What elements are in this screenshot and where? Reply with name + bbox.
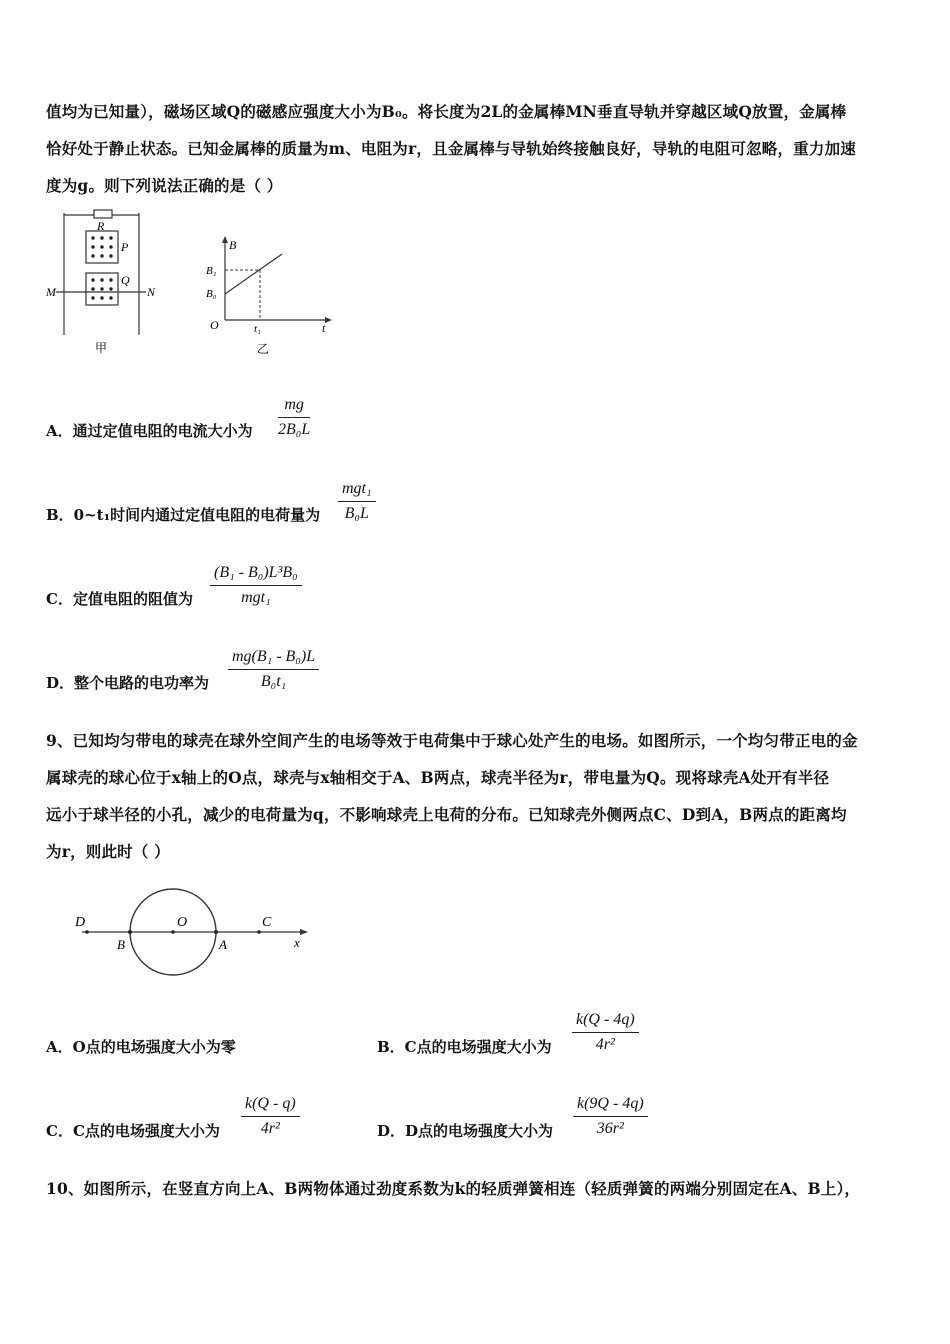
q10-stem-line1: 10、如图所示，在竖直方向上A、B两物体通过劲度系数为k的轻质弹簧相连（轻质弹簧的两端分别固定在A、B上）， — [46, 1179, 861, 1198]
label-x: x — [294, 935, 300, 950]
q9-stem-line1: 9、已知均匀带电的球壳在球外空间产生的电场等效于电荷集中于球心处产生的电场。如图所示，一个均匀带正电的金 — [46, 731, 858, 750]
q9-option-c-formula: $\frac{k(Q - q)}{\text{4r²}}$ — [241, 1095, 300, 1138]
field-p-dots — [91, 236, 112, 257]
label-b: B — [229, 238, 237, 252]
label-d: D — [75, 915, 86, 930]
q9-option-c[interactable]: C．C点的电场强度大小为 — [46, 1122, 220, 1140]
label-b: B — [117, 937, 125, 952]
q8-option-b[interactable]: B．0~t₁时间内通过定值电阻的电荷量为 — [46, 506, 321, 524]
q8-stem-line2: 恰好处于静止状态。已知金属棒的质量为m、电阻为r，且金属棒与导轨始终接触良好，导轨的电阻可忽略，重力加速 — [46, 139, 856, 158]
figure-sphere-axis — [70, 880, 320, 980]
q8-option-a[interactable]: A．通过定值电阻的电流大小为 — [46, 422, 253, 440]
q9-stem-line2: 属球壳的球心位于x轴上的O点，球壳与x轴相交于A、B两点，球壳半径为r，带电量为Q。现将球壳A处开有半径 — [46, 768, 830, 787]
figure-jia — [44, 205, 174, 360]
field-q-dots — [91, 278, 112, 299]
q8-option-d[interactable]: D．整个电路的电功率为 — [46, 674, 210, 692]
q8-option-b-formula: mgt₁ B₀L — [338, 480, 376, 523]
label-t1: t₁ — [254, 323, 261, 335]
label-m: M — [46, 285, 56, 299]
label-o: O — [177, 915, 188, 930]
q9-stem-line3: 远小于球半径的小孔，减少的电荷量为q，不影响球壳上电荷的分布。已知球壳外侧两点C、D到A，B两点的距离均 — [46, 805, 847, 824]
figure-yi — [200, 232, 340, 360]
resistor-r-symbol — [94, 210, 112, 218]
label-p: P — [121, 240, 129, 254]
caption-yi: 乙 — [257, 342, 270, 356]
label-o: O — [210, 318, 219, 332]
q9-stem-line4: 为r，则此时（ ） — [46, 842, 170, 861]
q9-option-b[interactable]: B．C点的电场强度大小为 — [377, 1038, 552, 1056]
b-line — [225, 254, 282, 294]
q9-option-b-formula: $\frac{k(Q - 4q)}{\text{4r²}}$ — [572, 1011, 639, 1054]
q8-option-d-formula: $\frac{\text{mg(B₁ - B₀)L}}{\text{B₀t₁}}$ — [228, 648, 319, 691]
label-b1: B₁ — [206, 265, 217, 277]
label-a: A — [219, 937, 227, 952]
label-b0: B₀ — [206, 288, 217, 300]
q9-option-d-formula: $\frac{k(9Q - 4q)}{\text{36r²}}$ — [573, 1095, 648, 1138]
label-t: t — [322, 321, 326, 335]
label-n: N — [147, 285, 156, 299]
q8-option-c[interactable]: C．定值电阻的阻值为 — [46, 590, 193, 608]
q9-option-d[interactable]: D．D点的电场强度大小为 — [377, 1122, 554, 1140]
q8-stem-line1: 值均为已知量），磁场区域Q的磁感应强度大小为B₀。将长度为2L的金属棒MN垂直导轨并穿越区域Q放置，金属棒 — [46, 102, 847, 121]
q8-option-a-formula: $\frac{mg}{\text{2B₀L}}$ — [278, 396, 311, 438]
label-r: R — [97, 219, 105, 233]
q9-option-a[interactable]: A．O点的电场强度大小为零 — [46, 1038, 236, 1056]
caption-jia: 甲 — [95, 341, 108, 355]
q8-stem-line3: 度为g。则下列说法正确的是（ ） — [46, 176, 283, 195]
label-c: C — [262, 915, 272, 930]
q8-option-c-formula: (B₁ - B₀)L³B₀ mgt₁ — [210, 564, 302, 607]
label-q: Q — [121, 273, 130, 287]
